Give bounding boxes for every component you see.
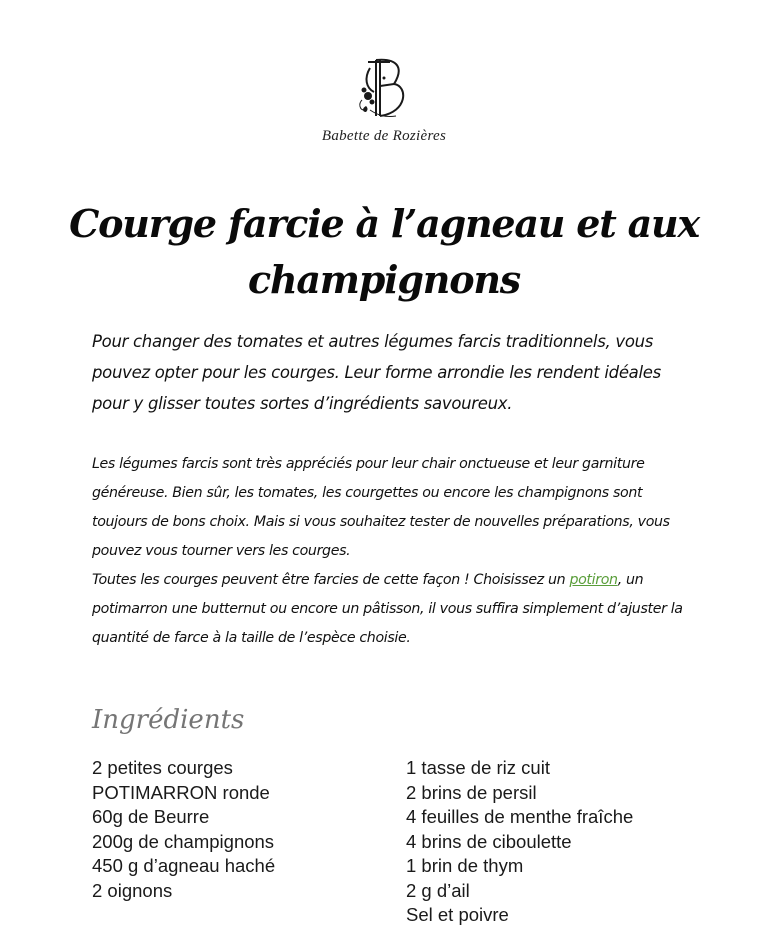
ingredient-item: 4 brins de ciboulette [406, 830, 572, 852]
recipe-description [92, 450, 692, 653]
paragraph-2-start: Toutes les courges peuvent être farcies de cette façon ! Choisissez un [92, 572, 570, 588]
ingredient-item: 2 petites courges [92, 757, 233, 778]
ingredients-list-left [92, 756, 392, 903]
ingredient-item: 4 feuilles de menthe fraîche [406, 806, 634, 827]
monogram-icon [354, 54, 414, 124]
ingredient-item: 2 g d’ail [406, 879, 470, 901]
brand-logo [0, 54, 768, 145]
description-paragraph-2 [92, 566, 692, 653]
ingredient-item: 450 g d’agneau haché [92, 855, 276, 876]
ingredient-item: 60g de Beurre [92, 806, 210, 827]
ingredient-item: 1 tasse de riz cuit [406, 757, 550, 778]
ingredient-item: POTIMARRON ronde [92, 781, 270, 803]
ingredient-item: 2 brins de persil [406, 781, 537, 803]
potiron-link[interactable]: potiron [569, 572, 618, 588]
paragraph-2-end: , un potimarron une butternut ou encore un pâtisson, il vous suffira simplement d’ajuster la quantité de farce à la taille de l’espèce choisie. [92, 572, 683, 646]
ingredients-heading: Ingrédients [92, 705, 245, 735]
ingredient-item: 1 brin de thym [406, 855, 524, 876]
recipe-title: Courge farcie à l’agneau et aux champignons [69, 201, 699, 302]
ingredient-item: Sel et poivre [406, 904, 509, 925]
brand-name: Babette de Rozières [321, 128, 447, 144]
ingredient-item: 2 oignons [92, 879, 173, 901]
description-paragraph-1: Les légumes farcis sont très appréciés pour leur chair onctueuse et leur garniture généreuse. Bien sûr, les tomates, les courgettes ou encore les champignons sont toujours de bons choix. Mais si vous souhaitez tester de nouvelles préparations, vous pouvez vous tourner vers les courges. [92, 456, 670, 559]
recipe-intro: Pour changer des tomates et autres légumes farcis traditionnels, vous pouvez opter pour les courges. Leur forme arrondie les rendent idéales pour y glisser toutes sortes d’ingrédients savoureux. [92, 332, 661, 413]
ingredients-list-right [406, 756, 736, 928]
ingredient-item: 200g de champignons [92, 830, 275, 852]
